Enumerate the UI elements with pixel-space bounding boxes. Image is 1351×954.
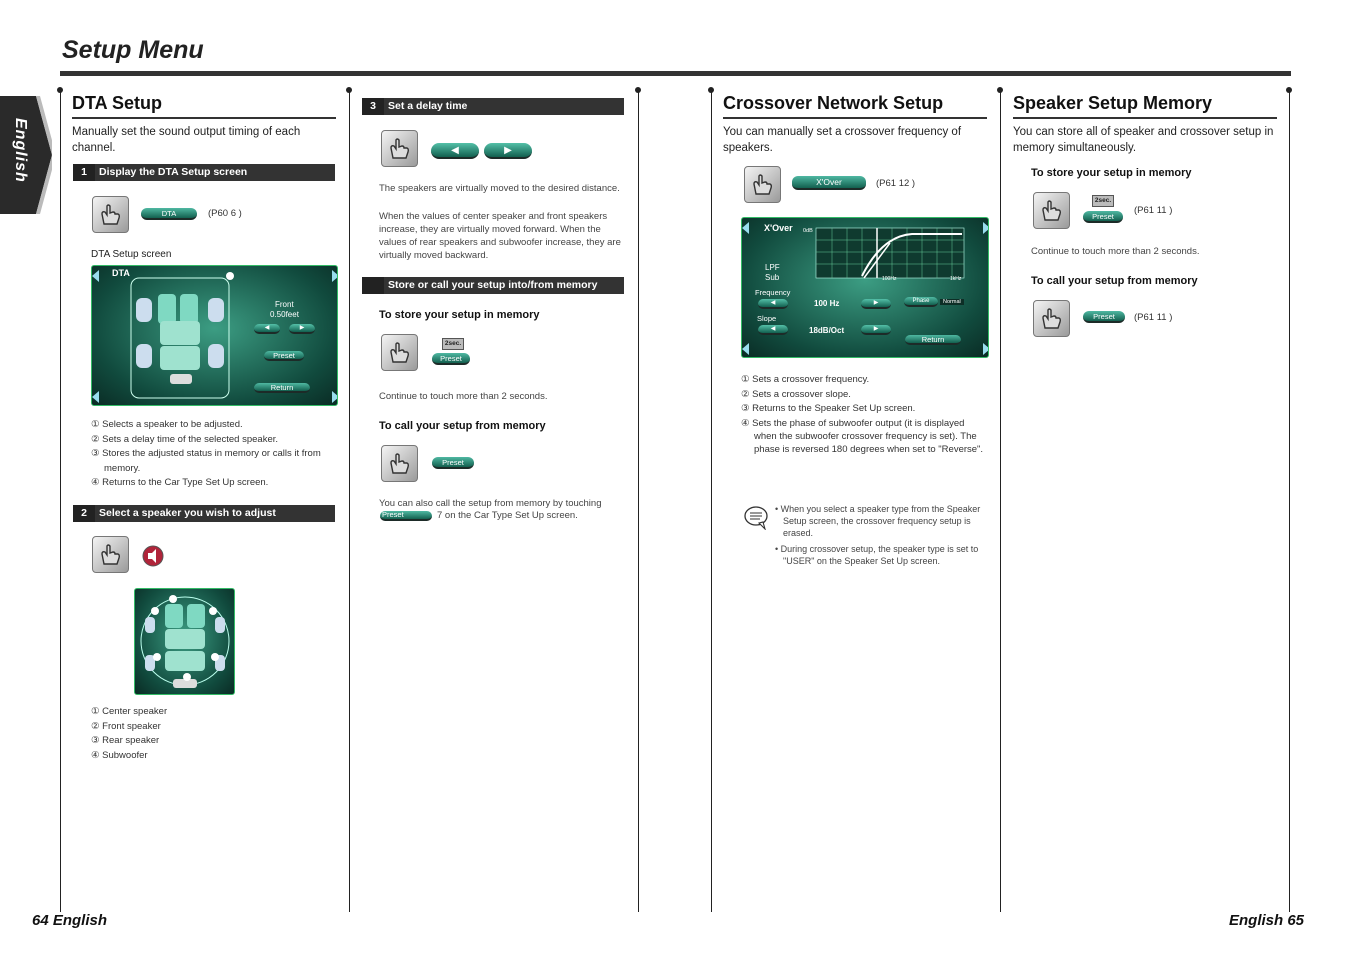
hand-touch-icon [381,445,418,482]
hand-touch-icon [1033,192,1070,229]
dta-button[interactable]: DTA [141,208,197,220]
list-item: ④ Sets the phase of subwoofer output (it is displayed when the subwoofer crossover frequency is set). The phase is reversed 180 degrees when set to "Reverse". [741,417,984,455]
page-number-left: 64 English [32,912,108,929]
step-label: Set a delay time [388,100,468,112]
crossover-notes [741,373,986,456]
xover-tick-1khz: 1kHz [950,276,962,282]
slope-right-arrow[interactable]: ▶ [861,325,891,335]
language-tab [0,96,52,214]
inline-preset-button: Preset [380,511,432,521]
list-item: ① Sets a crossover frequency. [741,374,870,385]
dta-setup-screen [91,265,338,406]
memory-call-ref: (P61 11 ) [1134,312,1173,323]
dta-position: Front [275,300,294,309]
speaker-list [91,705,336,763]
crossover-title: Crossover Network Setup [723,93,944,113]
column-dot [1286,87,1292,93]
column-dot [635,87,641,93]
crossover-tip-2: • During crossover setup, the speaker type is set to "USER" on the Speaker Set Up screen. [775,544,979,566]
delay-desc-2: When the values of center speaker and front speakers increase, they are virtually moved forward. When the values of rear speakers and subwoofer increase, they are virtually moved backward. [379,211,621,261]
preset-button[interactable]: Preset [432,457,474,469]
speaker-select-screen [134,588,235,695]
memory-title-rule [1013,117,1277,119]
crossover-tip-1: • When you select a speaker type from the Speaker Setup screen, the crossover frequency setup is erased. [775,504,981,538]
hand-touch-icon [381,130,418,167]
xover-screen-label: X'Over [764,223,793,233]
dta-preset-button[interactable]: Preset [264,351,304,361]
memory-call-heading: To call your setup from memory [1031,275,1198,287]
memo-icon [743,504,771,530]
step-label: Display the DTA Setup screen [99,166,248,178]
crossover-title-rule [723,117,987,119]
xover-button[interactable]: X'Over [792,176,866,190]
delay-step3-bar [362,98,624,115]
store-note: Continue to touch more than 2 seconds. [379,391,548,402]
dta-step2-bar [73,505,335,522]
dta-title-rule [72,117,336,119]
dta-step1-bar [73,164,335,181]
page-number-right: English 65 [1229,912,1305,929]
phase-value: Normal [940,299,964,305]
delay-desc-1: The speakers are virtually moved to the desired distance. [379,183,620,194]
step-number: 1 [73,164,95,181]
dta-return-button[interactable]: Return [254,383,310,393]
step-marker [362,277,384,294]
list-item: ③ Rear speaker [91,735,160,746]
list-item: ① Selects a speaker to be adjusted. [91,419,243,430]
memory-intro: You can store all of speaker and crossover setup in memory simultaneously. [1013,126,1274,154]
slope-label: Slope [757,314,777,323]
car-seat-diagram-small [135,589,235,695]
step-label: Select a speaker you wish to adjust [99,507,276,519]
hand-touch-icon [744,166,781,203]
list-item: ④ Subwoofer [91,749,148,761]
column-dot [346,87,352,93]
xover-sub-label: Sub [765,273,780,282]
frequency-value: 100 Hz [814,299,840,308]
hand-touch-icon [1033,300,1070,337]
list-item: ④ Returns to the Car Type Set Up screen. [91,477,269,488]
frequency-label: Frequency [755,288,791,297]
slope-value: 18dB/Oct [809,326,845,335]
memory-store-note: Continue to touch more than 2 seconds. [1031,246,1200,257]
dta-distance: 0.50feet [270,310,299,319]
list-item: ② Front speaker [91,720,161,732]
hand-touch-icon [381,334,418,371]
column-divider [60,92,61,912]
call-also-text-end: 7 on the Car Type Set Up screen. [437,510,578,521]
column-divider [1000,92,1001,912]
list-item: ② Sets a delay time of the selected speaker. [91,433,279,445]
step-number: 3 [362,98,384,115]
xover-db-label: 0dB [803,228,813,234]
store-heading: To store your setup in memory [379,309,540,321]
column-divider [638,92,639,912]
dta-page-ref: (P60 6 ) [208,208,242,219]
column-divider [1289,92,1290,912]
memory-preset-button[interactable]: Preset [1083,211,1123,223]
list-item: ① Center speaker [91,706,168,717]
dta-intro: Manually set the sound output timing of each channel. [72,126,301,154]
slope-left-arrow[interactable]: ◀ [758,325,788,335]
list-item: ③ Stores the adjusted status in memory or calls it from memory. [91,448,321,474]
column-dot [57,87,63,93]
dta-title: DTA Setup [72,93,162,113]
hand-touch-icon [92,196,129,233]
hand-touch-icon [92,536,129,573]
column-divider [349,92,350,912]
crossover-screen [741,217,989,358]
step-number: 2 [73,505,95,522]
call-heading: To call your setup from memory [379,420,546,432]
dta-screen-label: DTA [112,268,130,278]
column-divider [711,92,712,912]
preset-button[interactable]: Preset [432,353,470,365]
column-dot [708,87,714,93]
right-arrow-button[interactable]: ▶ [484,143,532,159]
dta-right-arrow[interactable]: ▶ [289,324,315,334]
left-arrow-button[interactable]: ◀ [431,143,479,159]
language-tab-label: English [12,118,29,183]
freq-left-arrow[interactable]: ◀ [758,299,788,309]
column-dot [997,87,1003,93]
crossover-intro: You can manually set a crossover frequency of speakers. [723,126,962,154]
store-call-bar [362,277,624,294]
header-rule [60,71,1291,76]
dta-left-arrow[interactable]: ◀ [254,324,280,334]
speaker-button-icon[interactable] [142,545,164,567]
two-second-icon: 2sec. [442,338,464,350]
xover-return-button[interactable]: Return [905,335,961,345]
step-label: Store or call your setup into/from memory [388,279,598,291]
list-item: ② Sets a crossover slope. [741,388,851,400]
freq-right-arrow[interactable]: ▶ [861,299,891,309]
two-second-icon: 2sec. [1092,195,1114,207]
list-item: ③ Returns to the Speaker Set Up screen. [741,403,916,414]
xover-tick-100hz: 100Hz [882,276,897,282]
xover-page-ref: (P61 12 ) [876,178,916,189]
xover-lpf-label: LPF [765,263,780,272]
memory-title: Speaker Setup Memory [1013,93,1213,113]
call-also-text: You can also call the setup from memory by touching [379,498,602,509]
dta-notes [91,418,336,491]
memory-store-heading: To store your setup in memory [1031,167,1192,179]
page-title: Setup Menu [62,36,204,64]
dta-screen-caption: DTA Setup screen [91,249,172,260]
memory-call-preset-button[interactable]: Preset [1083,311,1125,323]
phase-button[interactable]: Phase [904,297,938,307]
memory-store-ref: (P61 11 ) [1134,205,1173,216]
